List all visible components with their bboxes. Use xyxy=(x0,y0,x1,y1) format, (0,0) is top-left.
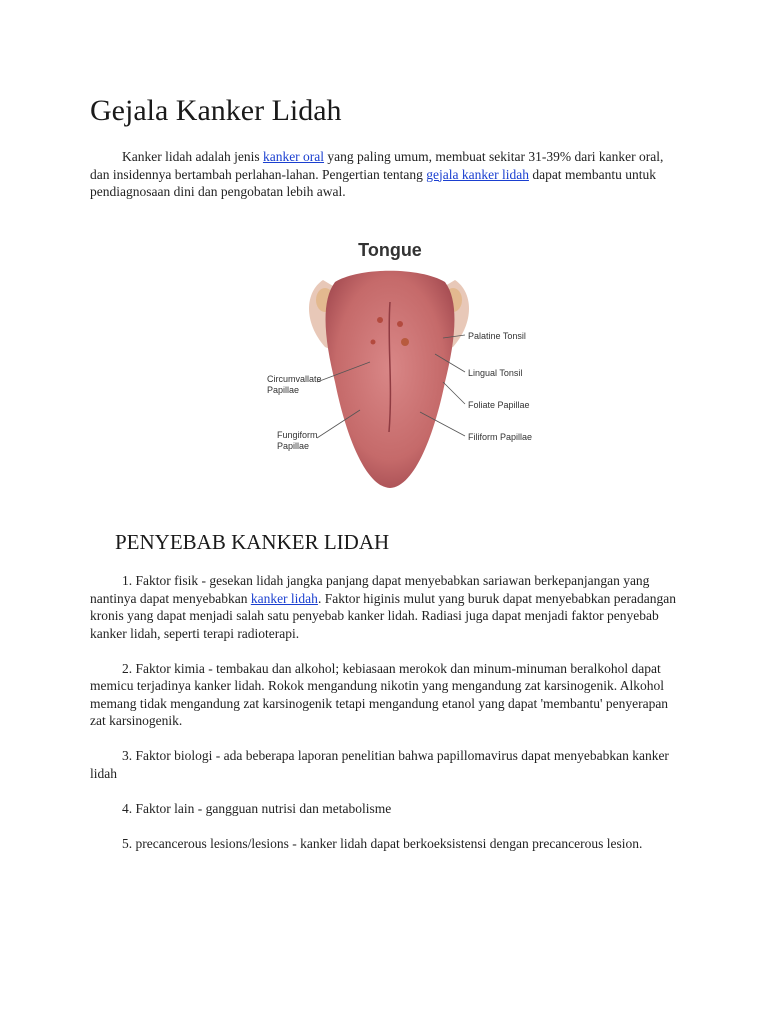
label-palatine-tonsil: Palatine Tonsil xyxy=(468,331,526,341)
label-fungiform-1: Fungiform xyxy=(277,430,318,440)
link-kanker-lidah[interactable]: kanker lidah xyxy=(250,590,318,606)
label-lingual-tonsil: Lingual Tonsil xyxy=(468,368,523,378)
intro-text-1: Kanker lidah adalah jenis xyxy=(122,149,263,164)
tongue-diagram xyxy=(265,232,533,492)
label-foliate-papillae: Foliate Papillae xyxy=(468,400,530,410)
label-filiform-papillae: Filiform Papillae xyxy=(468,432,533,442)
label-fungiform-2: Papillae xyxy=(277,441,310,451)
list-item xyxy=(90,572,680,642)
list-item: 2. Faktor kimia - tembakau dan alkohol; kebiasaan merokok dan minum-minuman beralkohol dapat memicu terjadinya kanker lidah. Rokok mengandung nikotin yang mengandung zat karsinogenik. Alkohol memang tidak mengandung zat karsinogenik tetapi mengandung etanol yang dapat 'membantu' penyerapan zat karsinogenik. xyxy=(90,660,669,728)
list-item: 5. precancerous lesions/lesions - kanker lidah dapat berkoeksistensi dengan precancerous lesion. xyxy=(122,835,643,851)
link-gejala-kanker-lidah[interactable]: gejala kanker lidah xyxy=(426,166,529,182)
figure-title: Tongue xyxy=(358,240,422,260)
item1-text-2: . Faktor higinis mulut yang buruk dapat menyebabkan peradangan kronis yang dapat menjadi salah satu penyebab kanker lidah. Radiasi juga dapat menjadi faktor penyebab kanker lidah, seperti terapi radioterapi. xyxy=(90,590,676,641)
intro-text-3: dapat membantu untuk pendiagnosaan dini dan pengobatan lebih awal. xyxy=(90,166,657,199)
causes-list xyxy=(90,572,680,870)
item1-text-1: 1. Faktor fisik - gesekan lidah jangka panjang dapat menyebabkan sariawan berkepanjangan yang nantinya dapat menyebabkan xyxy=(90,573,650,606)
label-circumvallate-2: Papillae xyxy=(267,385,300,395)
list-item: 4. Faktor lain - gangguan nutrisi dan metabolisme xyxy=(122,800,392,816)
label-circumvallate-1: Circumvallate xyxy=(267,374,322,384)
intro-text-2: yang paling umum, membuat sekitar 31-39% dari kanker oral, dan insidennya bertambah perlahan-lahan. Pengertian tentang xyxy=(90,149,664,182)
section-heading: PENYEBAB KANKER LIDAH xyxy=(115,530,390,554)
list-item: 3. Faktor biologi - ada beberapa laporan penelitian bahwa papillomavirus dapat menyebabkan kanker lidah xyxy=(90,748,669,781)
page-title: Gejala Kanker Lidah xyxy=(90,94,342,127)
link-kanker-oral[interactable]: kanker oral xyxy=(262,149,325,164)
intro-paragraph xyxy=(90,148,672,201)
